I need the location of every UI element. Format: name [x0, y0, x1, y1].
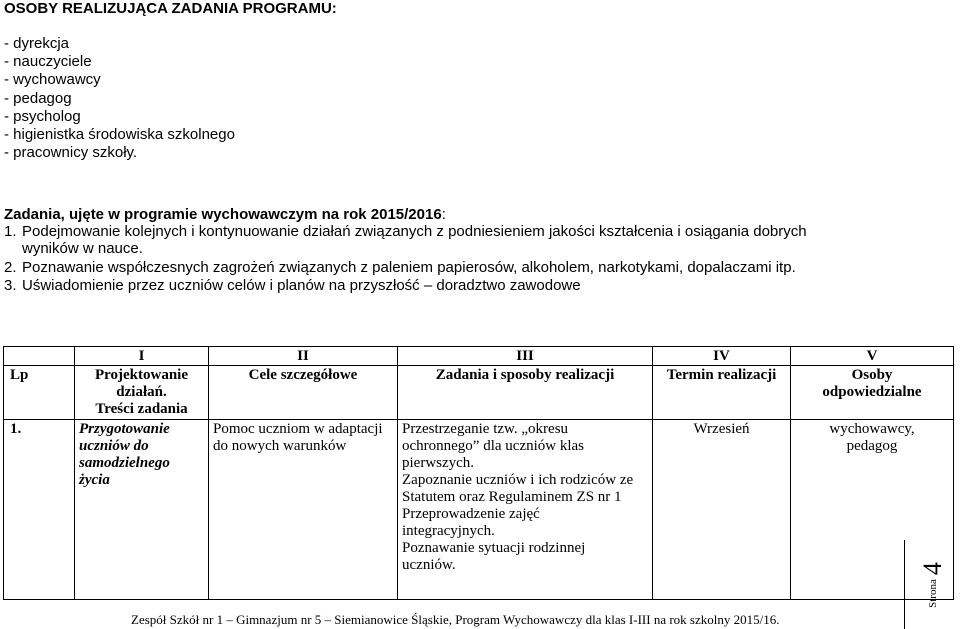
tasks-heading-text: Zadania, ujęte w programie wychowawczym na rok 2015/2016: [4, 206, 442, 223]
section-heading: OSOBY REALIZUJĄCA ZADANIA PROGRAMU:: [4, 0, 337, 17]
column-header-persons: [791, 366, 954, 420]
roman-numeral: V: [791, 347, 954, 366]
table-header-row: [4, 366, 954, 420]
persons-line: wychowawcy,: [829, 421, 915, 437]
header-line: Treści zadania: [95, 401, 188, 417]
table-cell-empty: [4, 347, 75, 366]
tasks-heading: [4, 206, 446, 223]
persons-line: pedagog: [846, 438, 898, 454]
task-text: Uświadomienie przez uczniów celów i planów na przyszłość – doradztwo zawodowe: [22, 277, 581, 294]
roman-numeral: I: [75, 347, 209, 366]
column-header-tasks: Zadania i sposoby realizacji: [398, 366, 653, 420]
list-item: - pedagog: [4, 89, 72, 107]
tasks-heading-colon: :: [441, 206, 446, 223]
goal-line: Pomoc uczniom w adaptacji: [213, 421, 383, 437]
roman-numeral: II: [209, 347, 398, 366]
list-item: - higienistka środowiska szkolnego: [4, 125, 235, 143]
task-line: ochronnego” dla uczniów klas: [402, 438, 585, 454]
goal-line: do nowych warunków: [213, 438, 347, 454]
task-item-1: [4, 223, 904, 257]
task-number: 3.: [4, 277, 17, 294]
task-text: Podejmowanie kolejnych i kontynuowanie działań związanych z podniesieniem jakości kształcenia i osiągania dobrych: [22, 223, 807, 240]
page-number-box: [904, 540, 960, 629]
project-line: uczniów do: [79, 438, 149, 454]
header-line: Osoby: [851, 367, 893, 383]
page-footer: Zespół Szkół nr 1 – Gimnazjum nr 5 – Siemianowice Śląskie, Program Wychowawczy dla klas I-III na rok szkolny 2015/16.: [131, 612, 780, 627]
task-line: integracyjnych.: [402, 523, 495, 539]
row-project: [75, 420, 209, 600]
header-line: działań.: [116, 384, 167, 400]
column-header-goals: Cele szczegółowe: [209, 366, 398, 420]
list-item: - pracownicy szkoły.: [4, 144, 138, 162]
task-line: Poznawanie sytuacji rodzinnej: [402, 540, 586, 556]
row-tasks: [398, 420, 653, 600]
list-item: - nauczyciele: [4, 53, 92, 71]
column-header-project: [75, 366, 209, 420]
task-text-continued: wyników w nauce.: [22, 240, 143, 257]
column-header-lp: Lp: [4, 366, 75, 420]
header-line: odpowiedzialne: [822, 384, 922, 400]
row-term: Wrzesień: [653, 420, 791, 600]
task-number: 1.: [4, 223, 17, 240]
task-line: Przestrzeganie tzw. „okresu: [402, 421, 569, 437]
page-number-label: [918, 562, 948, 608]
task-item-2: [4, 259, 904, 276]
row-number: 1.: [4, 420, 75, 600]
plan-table: [3, 346, 954, 600]
page-number-value: 4: [918, 561, 947, 575]
header-line: Projektowanie: [94, 367, 189, 383]
task-item-3: [4, 277, 904, 294]
task-line: Przeprowadzenie zajęć: [402, 506, 540, 522]
page-label-text: Strona: [927, 578, 939, 608]
task-text: Poznawanie współczesnych zagrożeń związanych z paleniem papierosów, alkoholem, narkotykami, dopalaczami itp.: [22, 259, 796, 276]
row-goal: [209, 420, 398, 600]
list-item: - dyrekcja: [4, 35, 70, 52]
table-roman-row: [4, 347, 954, 366]
list-item: - psycholog: [4, 107, 81, 125]
task-line: Statutem oraz Regulaminem ZS nr 1: [402, 489, 622, 505]
persons-list: [4, 35, 235, 162]
project-line: samodzielnego życia: [79, 455, 170, 488]
column-header-term: Termin realizacji: [653, 366, 791, 420]
roman-numeral: IV: [653, 347, 791, 366]
task-line: Zapoznanie uczniów i ich rodziców ze: [402, 472, 634, 488]
roman-numeral: III: [398, 347, 653, 366]
table-row: [4, 420, 954, 600]
task-line: pierwszych.: [402, 455, 475, 471]
list-item: - wychowawcy: [4, 71, 101, 89]
project-line: Przygotowanie: [79, 421, 170, 437]
task-number: 2.: [4, 259, 17, 276]
task-line: uczniów.: [402, 557, 456, 573]
